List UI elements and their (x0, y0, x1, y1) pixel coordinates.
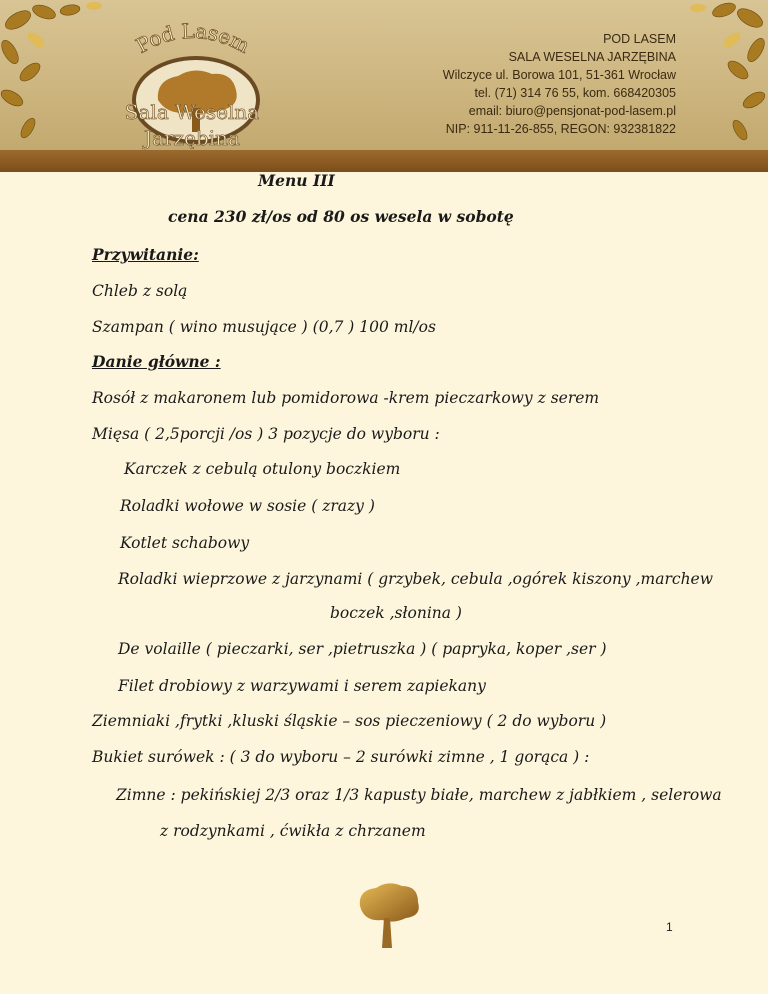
tree-logo-icon (352, 880, 424, 952)
page-number: 1 (666, 920, 673, 934)
venue-name: SALA WESELNA JARZĘBINA (508, 50, 676, 64)
tax-ids: NIP: 911-11-26-855, REGON: 932381822 (445, 122, 676, 136)
welcome-heading: Przywitanie: (92, 245, 199, 264)
header-band (0, 150, 768, 172)
company-name: POD LASEM (603, 32, 676, 46)
meat-item: Kotlet schabowy (120, 534, 250, 552)
venue-logo (108, 18, 276, 148)
address: Wilczyce ul. Borowa 101, 51-361 Wrocław (442, 68, 676, 82)
logo-sala-text: Sala Weselna (124, 100, 260, 124)
sides-item: Ziemniaki ,frytki ,kluski śląskie – sos pieczeniowy ( 2 do wyboru ) (92, 712, 607, 730)
meats-heading: Mięsa ( 2,5porcji /os ) 3 pozycje do wyboru : (92, 425, 440, 443)
leaves-left-decoration (0, 0, 110, 150)
soup-item: Rosół z makaronem lub pomidorowa -krem pieczarkowy z serem (92, 389, 600, 407)
cold-salads-continued: z rodzynkami , ćwikła z chrzanem (160, 822, 426, 840)
welcome-item: Chleb z solą (92, 282, 188, 300)
meat-item: De volaille ( pieczarki, ser ,pietruszka ) ( papryka, koper ,ser ) (118, 640, 607, 658)
meat-item: Roladki wołowe w sosie ( zrazy ) (120, 497, 375, 515)
menu-title: Menu III (258, 171, 335, 190)
phone: tel. (71) 314 76 55, kom. 668420305 (474, 86, 676, 100)
menu-price: cena 230 zł/os od 80 os wesela w sobotę (168, 207, 514, 226)
main-heading: Danie główne : (92, 352, 221, 371)
welcome-item: Szampan ( wino musujące ) (0,7 ) 100 ml/os (92, 318, 436, 336)
cold-salads: Zimne : pekińskiej 2/3 oraz 1/3 kapusty białe, marchew z jabłkiem , selerowa (116, 786, 722, 804)
meat-item: Filet drobiowy z warzywami i serem zapiekany (118, 677, 486, 695)
letterhead (0, 0, 768, 150)
meat-item-continued: boczek ,słonina ) (330, 604, 462, 622)
email: email: biuro@pensjonat-pod-lasem.pl (468, 104, 676, 118)
contact-block (443, 30, 676, 138)
logo-name-text: Jarzębina (144, 126, 240, 150)
salads-heading: Bukiet surówek : ( 3 do wyboru – 2 surówki zimne , 1 gorąca ) : (92, 748, 590, 766)
meat-item: Karczek z cebulą otulony boczkiem (124, 460, 401, 478)
meat-item: Roladki wieprzowe z jarzynami ( grzybek, cebula ,ogórek kiszony ,marchew (118, 570, 713, 588)
svg-text:Pod Lasem: Pod Lasem (131, 18, 254, 58)
